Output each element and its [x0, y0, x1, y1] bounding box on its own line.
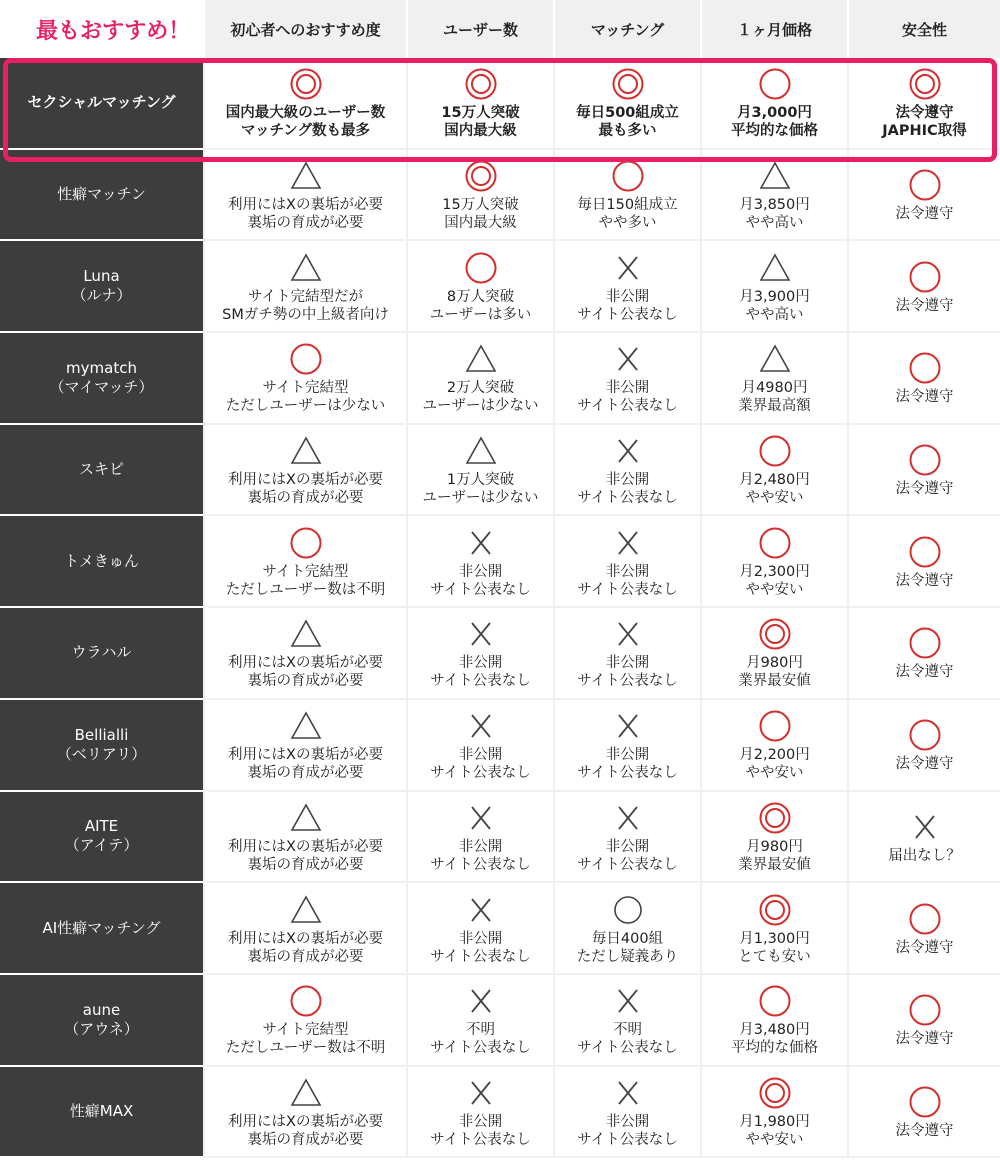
cross-icon	[410, 1076, 551, 1110]
cell-text: 毎日150組成立 やや多い	[577, 197, 678, 232]
cell-price	[700, 975, 847, 1067]
double-circle-icon	[704, 617, 845, 651]
circle-icon	[704, 67, 845, 101]
cell-text: 月2,480円 やや安い	[739, 472, 810, 507]
cell-matching	[553, 58, 700, 150]
triangle-icon	[207, 1076, 404, 1110]
cell-safety	[847, 792, 1000, 884]
cell-text: 毎日400組 ただし疑義あり	[576, 930, 679, 965]
header-row	[0, 0, 1000, 58]
service-name: mymatch （マイマッチ）	[0, 333, 203, 425]
cell-price	[700, 241, 847, 333]
recommend-label: 最もおすすめ！	[36, 18, 191, 44]
cell-text: 15万人突破 国内最大級	[442, 197, 519, 232]
double-circle-icon	[207, 67, 404, 101]
cross-icon	[557, 342, 698, 376]
cell-text: サイト完結型 ただしユーザー数は不明	[225, 1022, 386, 1057]
cell-text: 非公開 サイト公表なし	[430, 930, 531, 965]
circle-icon	[851, 718, 998, 752]
service-name: セクシャルマッチング	[0, 58, 203, 150]
cell-text: 月980円 業界最安値	[738, 838, 811, 873]
table-row	[0, 333, 1000, 425]
double-circle-icon	[410, 159, 551, 193]
cell-text: 非公開 サイト公表なし	[430, 838, 531, 873]
cell-matching	[553, 241, 700, 333]
cell-users	[406, 792, 553, 884]
cross-icon	[410, 526, 551, 560]
cell-text: 不明 サイト公表なし	[577, 1022, 678, 1057]
circle-icon	[851, 260, 998, 294]
circle-icon	[704, 984, 845, 1018]
cell-safety	[847, 333, 1000, 425]
cell-safety	[847, 608, 1000, 700]
cell-text: 法令遵守 JAPHIC取得	[882, 105, 967, 140]
cell-text: サイト完結型 ただしユーザー数は不明	[225, 563, 386, 598]
double-circle-icon	[704, 801, 845, 835]
circle-icon	[851, 535, 998, 569]
table-body	[0, 58, 1000, 1158]
cell-text: サイト完結型 ただしユーザーは少ない	[225, 380, 386, 415]
triangle-icon	[207, 159, 404, 193]
cell-safety	[847, 700, 1000, 792]
double-circle-icon	[557, 67, 698, 101]
cell-text: 利用にはXの裏垢が必要 裏垢の育成が必要	[228, 747, 383, 782]
cell-text: 非公開 サイト公表なし	[577, 472, 678, 507]
cell-beginner	[203, 516, 406, 608]
circle-icon	[851, 1085, 998, 1119]
circle-icon	[557, 159, 698, 193]
cell-text: 利用にはXの裏垢が必要 裏垢の育成が必要	[228, 655, 383, 690]
triangle-icon	[704, 342, 845, 376]
cross-icon	[557, 1076, 698, 1110]
table-row	[0, 516, 1000, 608]
cell-users	[406, 241, 553, 333]
cell-text: 法令遵守	[895, 297, 954, 314]
cell-matching	[553, 1067, 700, 1159]
cell-text: 月1,980円 やや安い	[739, 1113, 810, 1148]
circle-icon	[851, 443, 998, 477]
cell-text: 法令遵守	[895, 1122, 954, 1139]
cross-icon	[557, 984, 698, 1018]
circle-icon	[207, 984, 404, 1018]
header-price: １ヶ月価格	[700, 0, 847, 58]
cross-icon	[410, 801, 551, 835]
cell-safety	[847, 516, 1000, 608]
circle-icon	[207, 342, 404, 376]
triangle-icon	[207, 801, 404, 835]
cross-icon	[557, 526, 698, 560]
service-name: AITE （アイテ）	[0, 792, 203, 884]
cell-users	[406, 333, 553, 425]
cell-text: 月3,900円 やや高い	[739, 288, 810, 323]
cell-price	[700, 425, 847, 517]
cell-text: 8万人突破 ユーザーは多い	[429, 288, 532, 323]
cell-text: 利用にはXの裏垢が必要 裏垢の育成が必要	[228, 197, 383, 232]
service-name: トメきゅん	[0, 516, 203, 608]
cell-matching	[553, 150, 700, 242]
cell-matching	[553, 516, 700, 608]
cell-safety	[847, 425, 1000, 517]
cell-users	[406, 608, 553, 700]
cell-text: 国内最大級のユーザー数 マッチング数も最多	[225, 105, 386, 140]
cell-safety	[847, 150, 1000, 242]
cell-matching	[553, 425, 700, 517]
circle-icon	[851, 993, 998, 1027]
cell-users	[406, 883, 553, 975]
double-circle-icon	[851, 67, 998, 101]
cell-text: 非公開 サイト公表なし	[577, 747, 678, 782]
cell-price	[700, 58, 847, 150]
cell-text: 法令遵守	[895, 481, 954, 498]
header-beginner: 初心者へのおすすめ度	[203, 0, 406, 58]
cell-users	[406, 58, 553, 150]
cross-icon	[557, 434, 698, 468]
cell-text: 非公開 サイト公表なし	[430, 563, 531, 598]
triangle-icon	[207, 251, 404, 285]
service-name: AI性癖マッチング	[0, 883, 203, 975]
cell-text: 月2,300円 やや安い	[739, 563, 810, 598]
cell-beginner	[203, 792, 406, 884]
table-row	[0, 1067, 1000, 1159]
cell-users	[406, 425, 553, 517]
cell-text: 利用にはXの裏垢が必要 裏垢の育成が必要	[228, 838, 383, 873]
table-row	[0, 792, 1000, 884]
circle-icon	[851, 626, 998, 660]
cell-safety	[847, 58, 1000, 150]
cell-price	[700, 333, 847, 425]
cross-icon	[410, 984, 551, 1018]
cross-icon	[410, 893, 551, 927]
cell-text: 非公開 サイト公表なし	[430, 655, 531, 690]
cell-price	[700, 792, 847, 884]
service-name: aune （アウネ）	[0, 975, 203, 1067]
cell-price	[700, 150, 847, 242]
cell-text: 法令遵守	[895, 389, 954, 406]
cell-price	[700, 700, 847, 792]
cell-text: 法令遵守	[895, 664, 954, 681]
cell-text: 非公開 サイト公表なし	[430, 1113, 531, 1148]
service-name: Bellialli （ベリアリ）	[0, 700, 203, 792]
cell-text: 月2,200円 やや安い	[739, 747, 810, 782]
circle-icon	[207, 526, 404, 560]
cell-price	[700, 516, 847, 608]
cell-beginner	[203, 58, 406, 150]
cell-text: 非公開 サイト公表なし	[577, 380, 678, 415]
cell-text: 法令遵守	[895, 206, 954, 223]
double-circle-icon	[704, 893, 845, 927]
cell-text: 非公開 サイト公表なし	[577, 288, 678, 323]
service-name: 性癖MAX	[0, 1067, 203, 1159]
header-users: ユーザー数	[406, 0, 553, 58]
service-name: 性癖マッチン	[0, 150, 203, 242]
cell-beginner	[203, 425, 406, 517]
service-name: スキピ	[0, 425, 203, 517]
triangle-icon	[207, 434, 404, 468]
table-row-featured	[0, 58, 1000, 150]
table-row	[0, 241, 1000, 333]
triangle-icon	[207, 709, 404, 743]
cell-beginner	[203, 150, 406, 242]
circle-icon	[704, 709, 845, 743]
cell-text: 法令遵守	[895, 1031, 954, 1048]
table-row	[0, 608, 1000, 700]
cross-icon	[557, 251, 698, 285]
cell-text: 利用にはXの裏垢が必要 裏垢の育成が必要	[228, 930, 383, 965]
table-row	[0, 150, 1000, 242]
cell-text: 法令遵守	[895, 572, 954, 589]
cell-text: 2万人突破 ユーザーは少ない	[422, 380, 539, 415]
service-name: ウラハル	[0, 608, 203, 700]
cell-text: 月3,850円 やや高い	[739, 197, 810, 232]
cell-text: 15万人突破 国内最大級	[441, 105, 520, 140]
cell-matching	[553, 792, 700, 884]
cell-safety	[847, 1067, 1000, 1159]
table-row	[0, 425, 1000, 517]
cell-beginner	[203, 608, 406, 700]
cell-text: 月3,480円 平均的な価格	[731, 1022, 818, 1057]
cell-text: 非公開 サイト公表なし	[430, 747, 531, 782]
cell-beginner	[203, 333, 406, 425]
cell-text: 法令遵守	[895, 939, 954, 956]
double-circle-icon	[410, 67, 551, 101]
cross-icon	[410, 617, 551, 651]
cell-price	[700, 883, 847, 975]
circle-icon	[851, 168, 998, 202]
cell-safety	[847, 241, 1000, 333]
cell-text: 非公開 サイト公表なし	[577, 563, 678, 598]
triangle-icon	[704, 251, 845, 285]
cell-users	[406, 150, 553, 242]
cell-matching	[553, 608, 700, 700]
service-name: Luna （ルナ）	[0, 241, 203, 333]
circle-icon	[851, 902, 998, 936]
cell-beginner	[203, 883, 406, 975]
cell-text: 月4980円 業界最高額	[738, 380, 811, 415]
triangle-icon	[207, 617, 404, 651]
cross-icon	[410, 709, 551, 743]
triangle-icon	[410, 434, 551, 468]
table-row	[0, 700, 1000, 792]
circle-icon	[410, 251, 551, 285]
cell-text: 非公開 サイト公表なし	[577, 655, 678, 690]
cell-text: 利用にはXの裏垢が必要 裏垢の育成が必要	[228, 472, 383, 507]
triangle-icon	[410, 342, 551, 376]
cell-matching	[553, 975, 700, 1067]
cell-text: 届出なし？	[888, 847, 961, 864]
cell-text: 毎日500組成立 最も多い	[576, 105, 679, 140]
cell-safety	[847, 883, 1000, 975]
cell-text: 非公開 サイト公表なし	[577, 1113, 678, 1148]
cell-beginner	[203, 700, 406, 792]
cell-matching	[553, 700, 700, 792]
cell-text: 利用にはXの裏垢が必要 裏垢の育成が必要	[228, 1113, 383, 1148]
cell-text: 月980円 業界最安値	[738, 655, 811, 690]
triangle-icon	[704, 159, 845, 193]
circle-icon	[704, 526, 845, 560]
double-circle-icon	[704, 1076, 845, 1110]
triangle-icon	[207, 893, 404, 927]
cell-text: 不明 サイト公表なし	[430, 1022, 531, 1057]
cross-icon	[557, 801, 698, 835]
cell-text: 非公開 サイト公表なし	[577, 838, 678, 873]
cell-text: サイト完結型だが SMガチ勢の中上級者向け	[222, 288, 389, 323]
circle-icon	[851, 351, 998, 385]
cell-text: 月3,000円 平均的な価格	[731, 105, 818, 140]
circle-gray-icon	[557, 893, 698, 927]
cell-users	[406, 700, 553, 792]
cell-text: 月1,300円 とても安い	[738, 930, 811, 965]
cell-text: 法令遵守	[895, 756, 954, 773]
cell-users	[406, 1067, 553, 1159]
cross-icon	[557, 617, 698, 651]
header-safety: 安全性	[847, 0, 1000, 58]
cross-icon	[557, 709, 698, 743]
cell-users	[406, 516, 553, 608]
table-row	[0, 975, 1000, 1067]
cross-icon	[851, 810, 998, 844]
cell-beginner	[203, 1067, 406, 1159]
table-row	[0, 883, 1000, 975]
cell-users	[406, 975, 553, 1067]
cell-safety	[847, 975, 1000, 1067]
cell-beginner	[203, 241, 406, 333]
cell-matching	[553, 333, 700, 425]
recommend-label-cell	[0, 0, 203, 58]
cell-price	[700, 1067, 847, 1159]
header-matching: マッチング	[553, 0, 700, 58]
cell-text: 1万人突破 ユーザーは少ない	[422, 472, 539, 507]
cell-matching	[553, 883, 700, 975]
cell-price	[700, 608, 847, 700]
circle-icon	[704, 434, 845, 468]
cell-beginner	[203, 975, 406, 1067]
